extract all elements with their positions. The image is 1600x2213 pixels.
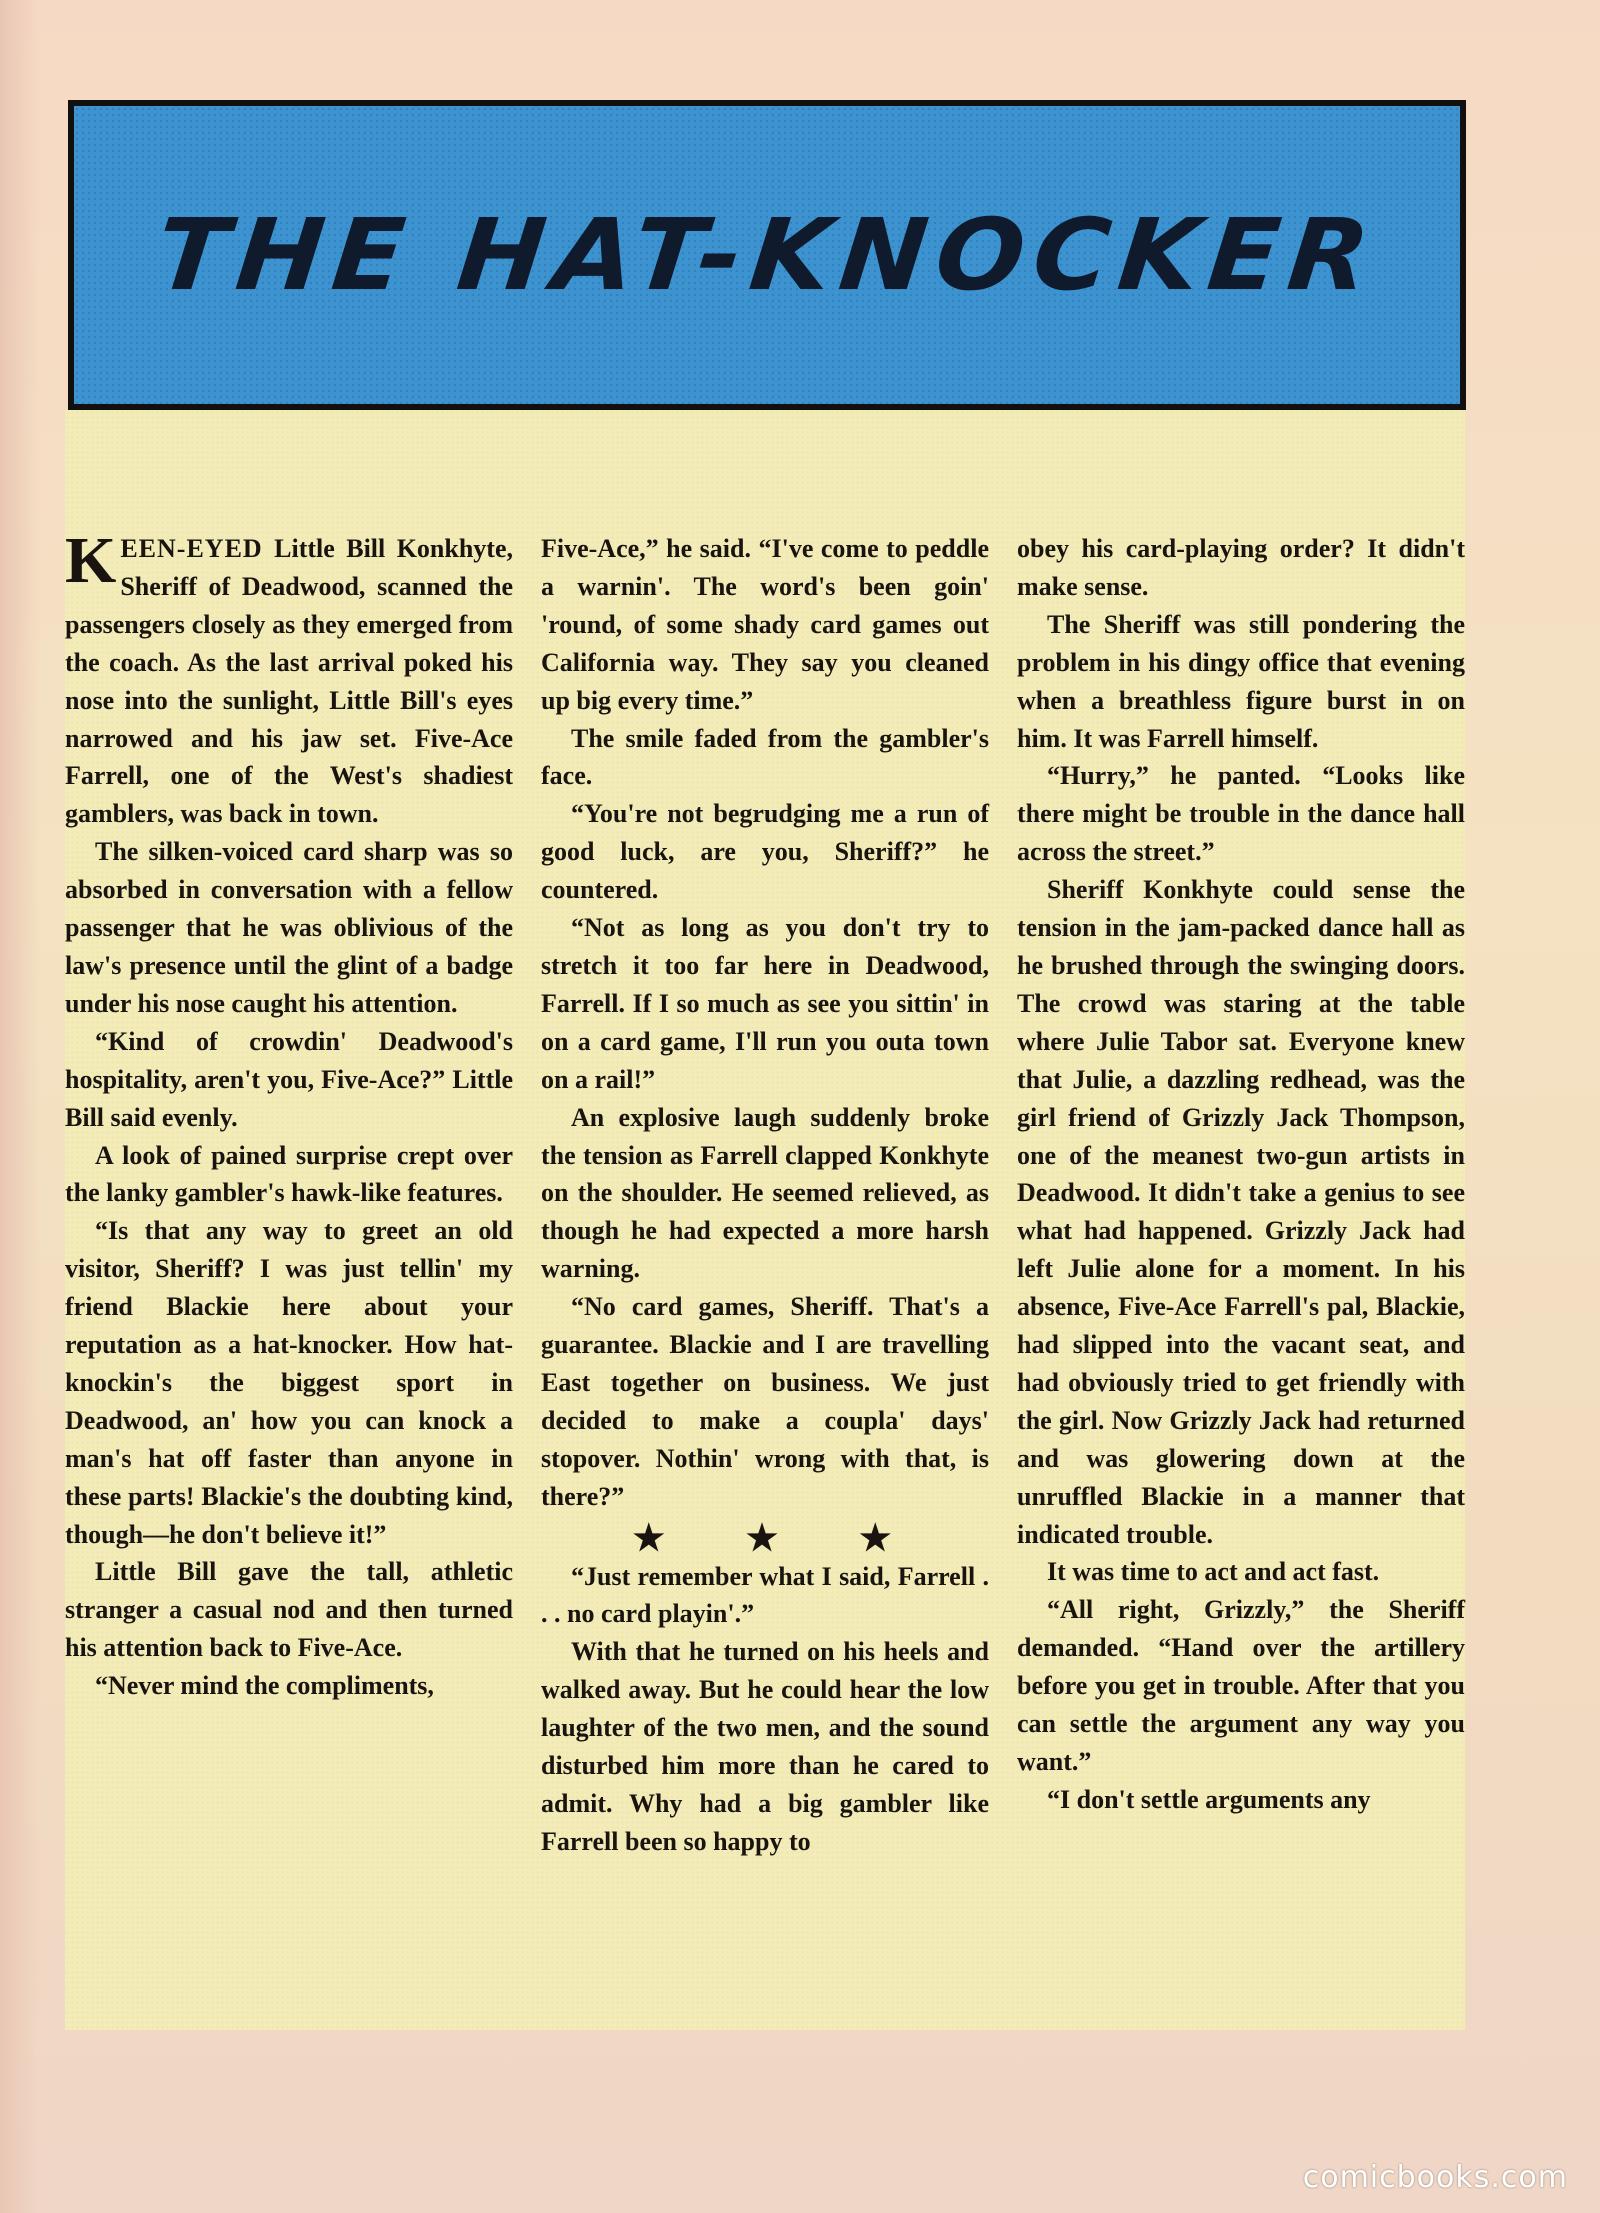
text-column-3 bbox=[1017, 530, 1465, 1861]
text-columns bbox=[65, 524, 1465, 1861]
text-column-2 bbox=[541, 530, 989, 1861]
paragraph: Little Bill gave the tall, athletic stranger a casual nod and then turned his attention back to Five-Ace. bbox=[65, 1557, 513, 1663]
paragraph: “Just remember what I said, Farrell . . . no card playin'.” bbox=[541, 1561, 989, 1629]
paragraph: Five-Ace,” he said. “I've come to peddle a warnin'. The word's been goin' 'round, of some shady card games out California way. They say you cleaned up big every time.” bbox=[541, 534, 989, 715]
paragraph: The silken-voiced card sharp was so absorbed in conversation with a fellow passenger that he was oblivious of the law's presence until the glint of a badge under his nose caught his attention. bbox=[65, 837, 513, 1018]
paragraph: “You're not begrudging me a run of good luck, are you, Sheriff?” he countered. bbox=[541, 799, 989, 905]
paragraph: “No card games, Sheriff. That's a guarantee. Blackie and I are travelling East together on business. We just decided to make a coupla' days' stopover. Nothin' wrong with that, is there?” bbox=[541, 1292, 989, 1511]
paragraph: With that he turned on his heels and walked away. But he could hear the low laughter of the two men, and the sound disturbed him more than he cared to admit. Why had a big gambler like Farrell been so happy to bbox=[541, 1637, 989, 1856]
paragraph: The smile faded from the gambler's face. bbox=[541, 723, 989, 791]
scene-break-stars: ★ ★ ★ bbox=[632, 1517, 928, 1558]
text-column-1 bbox=[65, 524, 513, 1861]
title-panel bbox=[68, 100, 1466, 410]
paragraph: “Hurry,” he panted. “Looks like there might be trouble in the dance hall across the street.” bbox=[1017, 761, 1465, 867]
paragraph: It was time to act and act fast. bbox=[1047, 1557, 1380, 1587]
watermark-text: comicbooks.com bbox=[1302, 2160, 1568, 2195]
page-edge bbox=[0, 0, 40, 2213]
drop-cap: K bbox=[65, 524, 117, 597]
paragraph: “Kind of crowdin' Deadwood's hospitality, aren't you, Five-Ace?” Little Bill said evenly. bbox=[65, 1026, 513, 1132]
paragraph: “Not as long as you don't try to stretch it too far here in Deadwood, Farrell. If I so much as see you sittin' in on a card game, I'll run you outa town on a rail!” bbox=[541, 913, 989, 1094]
paragraph: KEEN-EYED Little Bill Konkhyte, Sheriff of Deadwood, scanned the passengers closely as they emerged from the coach. As the last arrival poked his nose into the sunlight, Little Bill's eyes narrowed and his jaw set. Five-Ace Farrell, one of the West's shadiest gamblers, was back in town. bbox=[65, 524, 513, 829]
paragraph: “I don't settle arguments any bbox=[1047, 1784, 1371, 1814]
paragraph: “Never mind the compliments, bbox=[95, 1671, 434, 1701]
paragraph: “All right, Grizzly,” the Sheriff demanded. “Hand over the artillery before you get in trouble. After that you can settle the argument any way you want.” bbox=[1017, 1595, 1465, 1776]
paragraph: An explosive laugh suddenly broke the tension as Farrell clapped Konkhyte on the shoulder. He seemed relieved, as though he had expected a more harsh warning. bbox=[541, 1102, 989, 1284]
story-body bbox=[65, 410, 1465, 2030]
paragraph: Sheriff Konkhyte could sense the tension in the jam-packed dance hall as he brushed through the swinging doors. The crowd was staring at the table where Julie Tabor sat. Everyone knew that Julie, a dazzling redhead, was the girl friend of Grizzly Jack Thompson, one of the meanest two-gun artists in Deadwood. It didn't take a genius to see what had happened. Grizzly Jack had left Julie alone for a moment. In his absence, Five-Ace Farrell's pal, Blackie, had slipped into the vacant seat, and had obviously tried to get friendly with the girl. Now Grizzly Jack had returned and was glowering down at the unruffled Blackie in a manner that indicated trouble. bbox=[1017, 875, 1465, 1549]
story-title: THE HAT-KNOCKER bbox=[150, 197, 1384, 313]
paragraph: A look of pained surprise crept over the lanky gambler's hawk-like features. bbox=[65, 1140, 513, 1208]
paragraph: obey his card-playing order? It didn't make sense. bbox=[1017, 534, 1465, 601]
lead-in: EEN-EYED bbox=[120, 534, 263, 563]
paragraph: “Is that any way to greet an old visitor, Sheriff? I was just tellin' my friend Blackie here about your reputation as a hat-knocker. How hat-knockin's the biggest sport in Deadwood, an' how you can knock a man's hat off faster than anyone in these parts! Blackie's the doubting kind, though—he don't believe it!” bbox=[65, 1216, 513, 1549]
paragraph: The Sheriff was still pondering the problem in his dingy office that evening when a breathless figure burst in on him. It was Farrell himself. bbox=[1017, 609, 1465, 753]
